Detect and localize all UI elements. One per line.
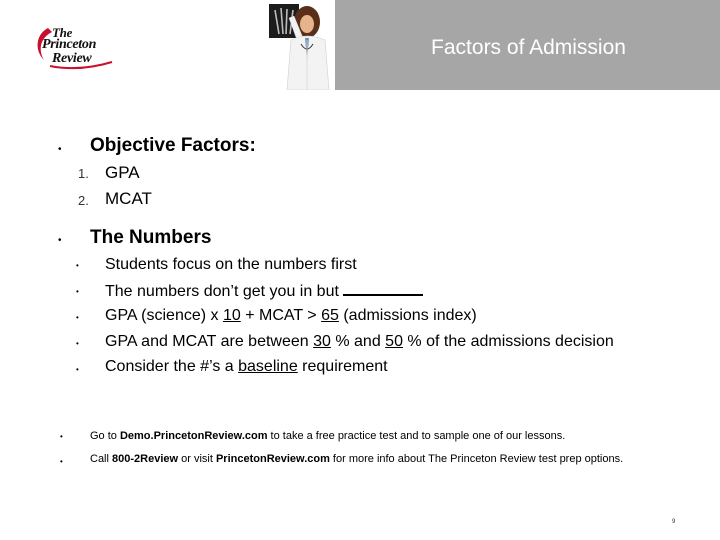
fill-in-blank [343, 282, 423, 296]
bullet-dot: • [58, 144, 62, 155]
underlined-value: 50 [385, 333, 403, 350]
princeton-review-logo [30, 22, 120, 70]
list-number: 2. [78, 193, 89, 208]
underlined-value: baseline [238, 358, 298, 375]
demo-link[interactable]: Demo.PrincetonReview.com [119, 430, 268, 442]
bullet-dot: • [76, 261, 79, 270]
bullet-dot: • [76, 339, 79, 348]
footer-demo-line [90, 430, 565, 442]
page-number: 9 [672, 519, 676, 525]
text-segment: % of the admissions decision [402, 333, 614, 350]
bullet-dot: • [76, 287, 79, 296]
logo-word-review: Review [52, 51, 92, 66]
text-segment: % and [330, 333, 386, 350]
logo-word-princeton: Princeton [42, 37, 97, 52]
text-segment: Call [90, 453, 113, 465]
list-item-students-focus: Students focus on the numbers first [105, 256, 357, 273]
text-segment: to take a free practice test and to sample one of our lessons. [267, 430, 566, 442]
bullet-dot: • [76, 313, 79, 322]
phone-number[interactable]: 800-2Review [112, 453, 179, 465]
section-heading-the-numbers: The Numbers [90, 227, 212, 248]
website-link[interactable]: PrincetonReview.com [215, 453, 330, 465]
logo-word-the: The [52, 25, 73, 40]
text-segment: or visit [178, 453, 216, 465]
text-segment: GPA and MCAT are between [105, 333, 314, 350]
text-segment: + MCAT > [240, 307, 322, 324]
list-item-admissions-decision [105, 333, 614, 351]
section-heading-objective-factors: Objective Factors: [90, 135, 256, 156]
text-segment: for more info about The Princeton Review test prep options. [329, 453, 624, 465]
list-item-text: The numbers don’t get you in but [105, 283, 339, 300]
text-segment: Go to [90, 430, 120, 442]
list-item-admissions-index [105, 307, 477, 325]
text-segment: requirement [297, 358, 388, 375]
underlined-value: 65 [321, 307, 339, 324]
bullet-dot: • [76, 365, 79, 374]
list-number: 1. [78, 166, 89, 181]
underlined-value: 30 [313, 333, 331, 350]
slide-title: Factors of Admission [431, 36, 626, 59]
text-segment: Consider the #’s a [105, 358, 239, 375]
bullet-dot: • [60, 432, 63, 441]
list-item-mcat: MCAT [105, 189, 152, 208]
list-item-numbers-dont-get-you-in [105, 282, 423, 301]
underlined-value: 10 [222, 307, 241, 324]
bullet-dot: • [58, 235, 62, 246]
bullet-dot: • [60, 457, 63, 466]
list-item-baseline [105, 358, 388, 376]
text-segment: (admissions index) [338, 307, 477, 324]
list-item-gpa: GPA [105, 163, 140, 182]
footer-contact-line [90, 453, 623, 465]
text-segment: GPA (science) x [105, 307, 223, 324]
doctor-holding-xray-image [267, 0, 335, 90]
